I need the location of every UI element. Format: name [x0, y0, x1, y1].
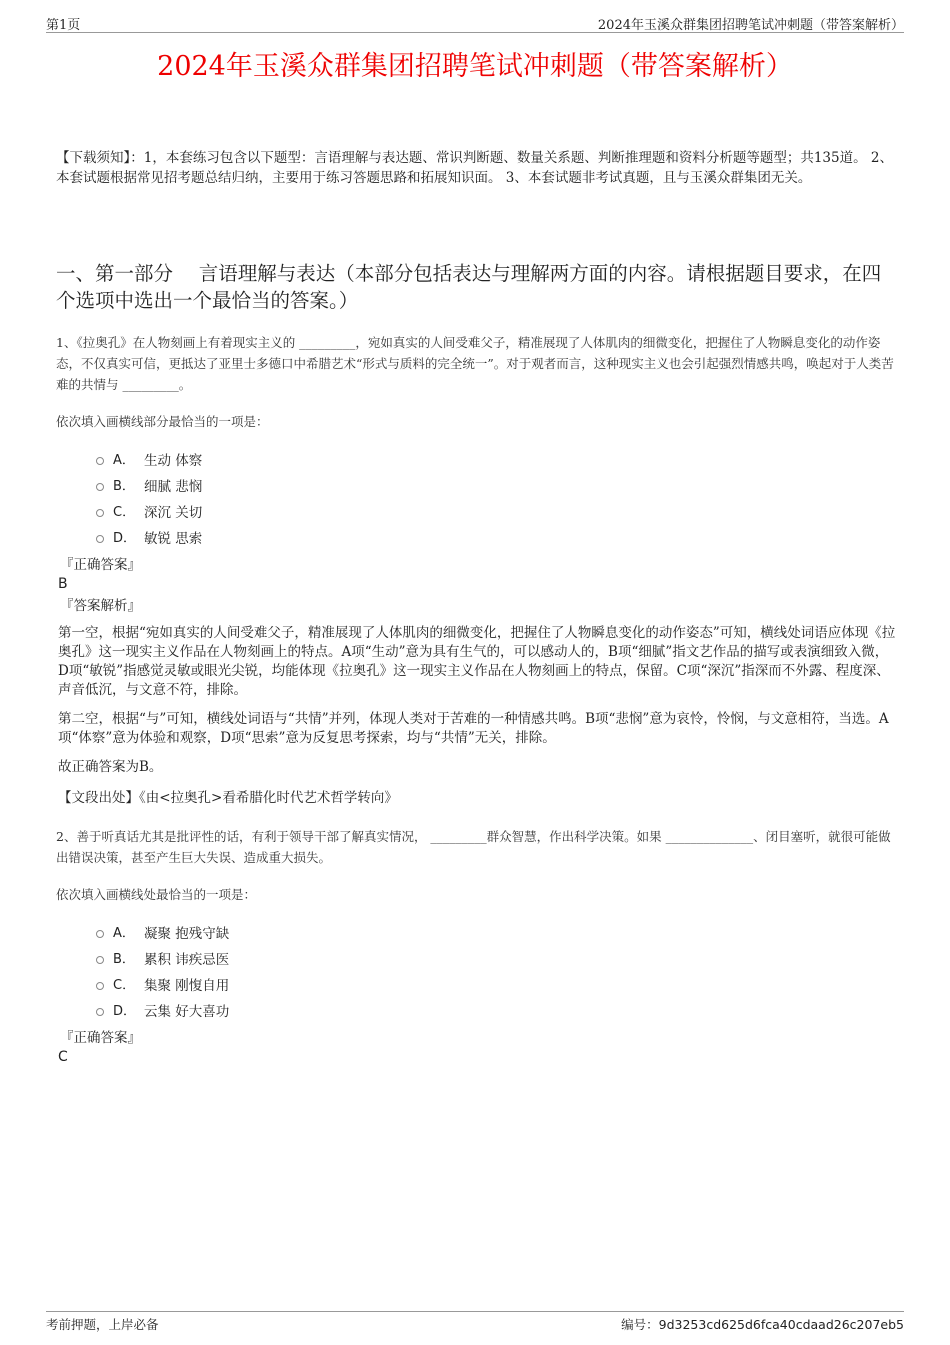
option-text: 集聚 刚愎自用 — [144, 978, 230, 994]
option-d[interactable] — [96, 526, 898, 552]
option-b[interactable] — [96, 947, 898, 973]
option-letter: D． — [113, 531, 137, 546]
answer-label: 『正确答案』 — [60, 557, 141, 573]
header-doc-title: 2024年玉溪众群集团招聘笔试冲刺题（带答案解析） — [597, 18, 904, 33]
option-text: 累积 讳疾忌医 — [144, 952, 230, 968]
radio-icon[interactable] — [96, 457, 104, 465]
question-1 — [56, 332, 898, 808]
document-title: 2024年玉溪众群集团招聘笔试冲刺题（带答案解析） — [157, 51, 793, 82]
option-text: 凝聚 抱残守缺 — [144, 926, 230, 942]
section-title: 一、第一部分 言语理解与表达（本部分包括表达与理解两方面的内容。请根据题目要求，在四个选项中选出一个最恰当的答案。） — [56, 262, 882, 312]
page-header — [46, 14, 904, 33]
option-text: 深沉 关切 — [144, 505, 203, 521]
radio-icon[interactable] — [96, 483, 104, 491]
question-instruction: 依次填入画横线部分最恰当的一项是： — [56, 414, 269, 429]
document-id-value: 9d3253cd625d6fca40cdaad26c207eb5 — [658, 1317, 904, 1332]
option-letter: A． — [113, 453, 135, 468]
option-text: 生动 体察 — [144, 453, 203, 469]
option-text: 细腻 悲悯 — [144, 479, 203, 495]
question-2 — [56, 826, 898, 1066]
source-citation: 【文段出处】《由<拉奥孔>看希腊化时代艺术哲学转向》 — [58, 790, 398, 806]
option-b[interactable] — [96, 474, 898, 500]
radio-icon[interactable] — [96, 535, 104, 543]
option-text: 敏锐 思索 — [144, 531, 203, 547]
option-a[interactable] — [96, 921, 898, 947]
analysis-label: 『答案解析』 — [60, 598, 141, 614]
option-list — [96, 448, 898, 552]
download-notice: 【下载须知】：1，本套练习包含以下题型：言语理解与表达题、常识判断题、数量关系题、判断推理题和资料分析题等题型；共135道。 2、本套试题根据常见招考题总结归纳，主要用于练习答题思路和拓展知识面。 3、本套试题非考试真题，且与玉溪众群集团无关。 — [56, 150, 893, 186]
document-id-label: 编号： — [621, 1317, 659, 1332]
page-number: 第1页 — [46, 18, 81, 33]
document-id — [621, 1315, 904, 1333]
answer-label: 『正确答案』 — [60, 1030, 141, 1046]
radio-icon[interactable] — [96, 930, 104, 938]
option-c[interactable] — [96, 500, 898, 526]
option-letter: C． — [113, 505, 136, 520]
correct-answer: B — [58, 576, 68, 592]
radio-icon[interactable] — [96, 509, 104, 517]
question-text: 2、善于听真话尤其是批评性的话，有利于领导干部了解真实情况， _________群众智慧，作出科学决策。如果 ______________、闭目塞听，就很可能做出错误决策，甚至产生巨大失误、造成重大损失。 — [56, 829, 891, 865]
option-list — [96, 921, 898, 1025]
page-footer — [46, 1311, 904, 1335]
option-d[interactable] — [96, 999, 898, 1025]
analysis-conclusion: 故正确答案为B。 — [58, 759, 163, 775]
footer-slogan: 考前押题，上岸必备 — [46, 1317, 159, 1332]
option-c[interactable] — [96, 973, 898, 999]
option-letter: C． — [113, 978, 136, 993]
option-letter: D． — [113, 1004, 137, 1019]
analysis-paragraph: 第二空，根据“与”可知，横线处词语与“共情”并列，体现人类对于苦难的一种情感共鸣。B项“悲悯”意为哀怜，怜悯，与文意相符，当选。A项“体察”意为体验和观察，D项“思索”意为反复思考探索，均与“共情”无关，排除。 — [58, 711, 889, 746]
question-instruction: 依次填入画横线处最恰当的一项是： — [56, 887, 257, 902]
radio-icon[interactable] — [96, 956, 104, 964]
radio-icon[interactable] — [96, 1008, 104, 1016]
document-body — [56, 148, 898, 1066]
question-text: 1、《拉奥孔》在人物刻画上有着现实主义的 _________，宛如真实的人间受难父子，精准展现了人体肌肉的细微变化，把握住了人物瞬息变化的动作姿态，不仅真实可信，更抵达了亚里士多德口中希腊艺术“形式与质料的完全统一”。对于观者而言，这种现实主义也会引起强烈情感共鸣，唤起对于人类苦难的共情与 _________。 — [56, 335, 894, 392]
option-letter: B． — [113, 479, 135, 494]
analysis-paragraph: 第一空，根据“宛如真实的人间受难父子，精准展现了人体肌肉的细微变化，把握住了人物瞬息变化的动作姿态”可知，横线处词语应体现《拉奥孔》这一现实主义作品在人物刻画上的特点。A项“生动”意为具有生气的，可以感动人的，B项“细腻”指文艺作品的描写或表演细致入微，D项“敏锐”指感觉灵敏或眼光尖锐，均能体现《拉奥孔》这一现实主义作品在人物刻画上的特点，保留。C项“深沉”指深而不外露、程度深、声音低沉，与文意不符，排除。 — [58, 625, 896, 698]
option-letter: B． — [113, 952, 135, 967]
option-text: 云集 好大喜功 — [144, 1004, 230, 1020]
correct-answer: C — [58, 1049, 68, 1065]
option-a[interactable] — [96, 448, 898, 474]
radio-icon[interactable] — [96, 982, 104, 990]
option-letter: A． — [113, 926, 135, 941]
